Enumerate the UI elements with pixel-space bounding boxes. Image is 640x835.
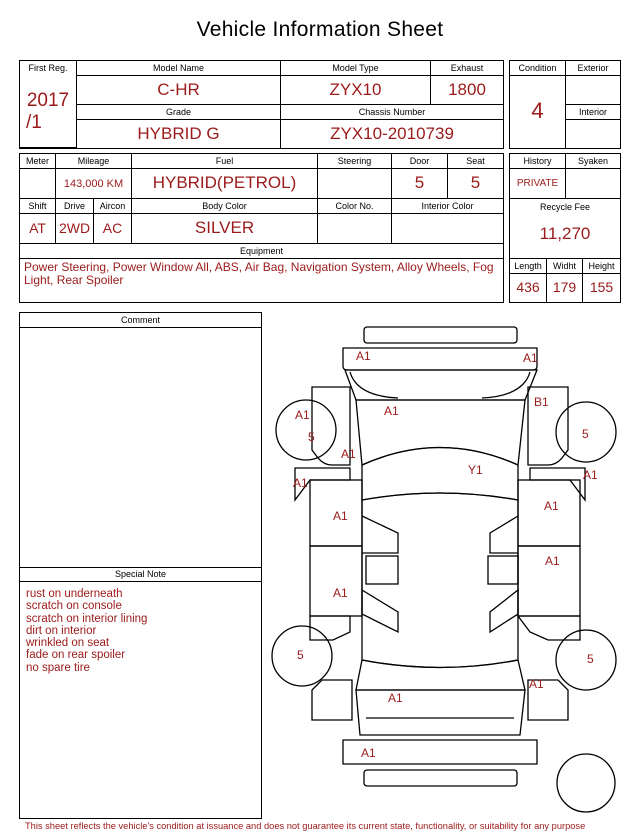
diag-front-bumper-right: A1 (523, 351, 538, 365)
diag-hood: A1 (384, 404, 399, 418)
history-value: PRIVATE (516, 178, 559, 189)
right-fender-panel (530, 468, 585, 500)
diag-rear-right-wheel-tread: 5 (587, 652, 594, 666)
seat-label: Seat (466, 156, 485, 166)
diag-front-left-wheel-tread: 5 (308, 430, 315, 444)
body-color-label: Body Color (202, 201, 247, 211)
length-value: 436 (516, 279, 540, 295)
roof-panel (362, 493, 518, 668)
right-b-pillar (488, 556, 518, 584)
diag-left-pillar: A1 (293, 476, 308, 490)
left-rear-door (310, 546, 362, 616)
special-note-item: scratch on interior lining (26, 612, 148, 625)
width-label: Widht (552, 261, 576, 271)
first-reg-year: 2017 (26, 90, 70, 111)
fuel-value: HYBRID(PETROL) (152, 173, 297, 192)
page-title: Vehicle Information Sheet (196, 18, 444, 41)
drive-value: 2WD (58, 220, 91, 236)
right-window-rear (490, 590, 518, 632)
interior-label: Interior (578, 107, 607, 117)
condition-value: 4 (531, 98, 544, 123)
first-reg-label: First Reg. (28, 63, 68, 73)
chassis-number-label: Chassis Number (358, 107, 426, 117)
shift-label: Shift (28, 201, 47, 211)
diag-roof: Y1 (468, 463, 483, 477)
comment-label: Comment (120, 315, 160, 325)
diag-rear-bumper: A1 (361, 746, 376, 760)
front-grille-panel (345, 370, 537, 400)
seat-value: 5 (470, 173, 481, 192)
mileage-label: Mileage (77, 156, 110, 166)
left-b-pillar (366, 556, 398, 584)
model-type-value: ZYX10 (329, 80, 382, 99)
condition-label: Condition (518, 63, 557, 73)
height-label: Height (588, 261, 615, 271)
grade-value: HYBRID G (137, 124, 220, 143)
left-rear-fender-bottom (312, 680, 352, 720)
recycle-fee-label: Recycle Fee (539, 202, 591, 212)
fuel-label: Fuel (215, 156, 234, 166)
hood-panel (356, 400, 525, 465)
left-headlight (350, 372, 398, 398)
diag-right-rear-door: A1 (545, 554, 560, 568)
interior-color-label: Interior Color (421, 201, 474, 211)
diag-front-bumper-left: A1 (356, 349, 371, 363)
left-rear-quarter (310, 616, 350, 640)
special-note-label: Special Note (114, 569, 167, 579)
width-value: 179 (552, 279, 577, 295)
history-label: History (523, 156, 552, 166)
disclaimer-footer: This sheet reflects the vehicle's condition at issuance and does not guarantee its current state, functionality, or suitability for any purpose (25, 821, 586, 831)
right-window-front (490, 516, 518, 553)
diag-right-front-door: A1 (544, 499, 559, 513)
color-no-label: Color No. (335, 201, 374, 211)
door-value: 5 (414, 173, 425, 192)
model-type-label: Model Type (332, 63, 379, 73)
equipment-value: Power Steering, Power Window All, ABS, Air Bag, Navigation System, Alloy Wheels, Fog Light, Rear Spoiler (24, 260, 494, 287)
exhaust-label: Exhaust (450, 63, 484, 73)
aircon-label: Aircon (99, 201, 126, 211)
length-label: Length (514, 261, 542, 271)
special-note-item: wrinkled on seat (26, 637, 110, 650)
model-name-label: Model Name (152, 63, 205, 73)
left-window-rear (362, 590, 398, 632)
diag-rear-left-wheel-tread: 5 (297, 648, 304, 662)
rear-bumper-bottom-panel (364, 770, 517, 786)
meter-label: Meter (25, 156, 49, 166)
diag-left-rear-door: A1 (333, 586, 348, 600)
shift-value: AT (29, 220, 46, 236)
right-rear-quarter (518, 616, 580, 640)
windshield (362, 448, 518, 501)
body-color-value: SILVER (194, 218, 255, 237)
drive-label: Drive (63, 201, 85, 211)
right-headlight (482, 372, 530, 398)
diag-left-fender: A1 (341, 447, 356, 461)
model-name-value: C-HR (157, 80, 200, 99)
syaken-label: Syaken (577, 156, 609, 166)
special-note-item: scratch on console (26, 600, 122, 613)
diag-trunk: A1 (388, 691, 403, 705)
right-front-door (518, 480, 580, 546)
diag-right-pillar: A1 (583, 468, 598, 482)
special-note-item: rust on underneath (26, 588, 123, 600)
front-bumper-panel (343, 348, 537, 370)
diag-front-left-wheel-grade: A1 (295, 408, 310, 422)
special-note-item: fade on rear spoiler (26, 649, 126, 662)
recycle-fee-value: 11,270 (539, 224, 591, 243)
diag-rear-right-quarter: A1 (529, 677, 544, 691)
diag-left-front-door: A1 (333, 509, 348, 523)
rear-right-wheel (556, 630, 616, 690)
left-window-front (362, 516, 398, 553)
aircon-value: AC (102, 220, 123, 236)
steering-label: Steering (337, 156, 372, 166)
grade-label: Grade (165, 107, 191, 117)
first-reg-month: /1 (26, 112, 42, 133)
mileage-value: 143,000 KM (63, 178, 124, 190)
exterior-label: Exterior (577, 63, 609, 73)
front-bumper-top-panel (364, 327, 517, 343)
special-note-item: no spare tire (26, 661, 90, 674)
chassis-number-value: ZYX10-2010739 (330, 124, 454, 143)
special-note-item: dirt on interior (26, 624, 97, 637)
rear-window (356, 660, 525, 690)
door-label: Door (409, 156, 430, 166)
exhaust-value: 1800 (448, 80, 486, 99)
trunk-panel (356, 690, 525, 735)
height-value: 155 (589, 279, 614, 295)
diag-front-right-wheel-tread: 5 (582, 427, 589, 441)
spare-tire (557, 754, 615, 812)
equipment-label: Equipment (239, 246, 284, 256)
diag-front-right-fender-top: B1 (534, 395, 549, 409)
